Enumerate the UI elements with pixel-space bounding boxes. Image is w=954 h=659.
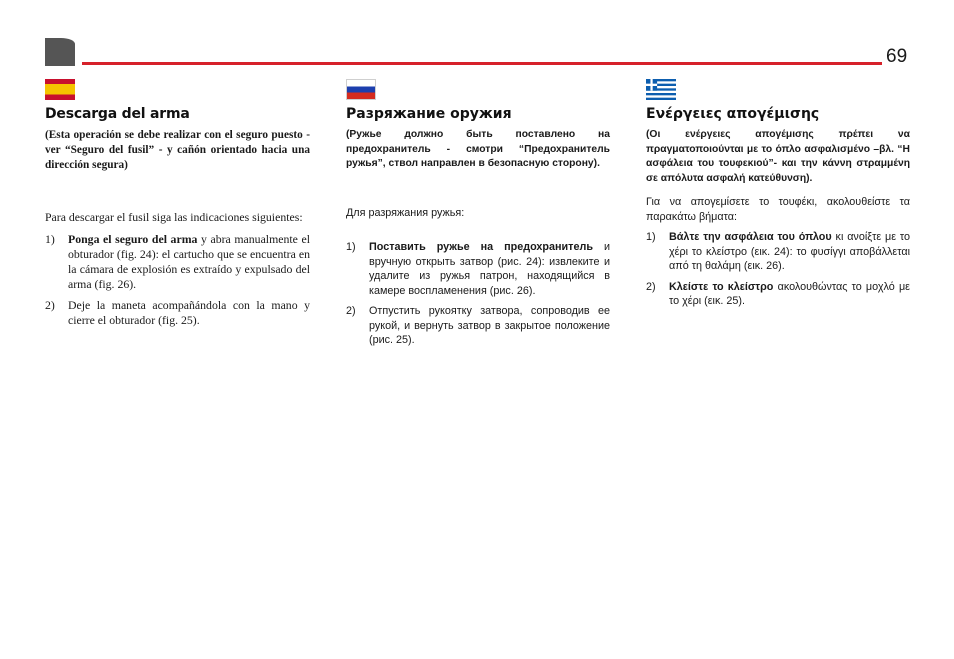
step-number: 2) (45, 298, 55, 312)
page-number: 69 (886, 46, 908, 67)
intro-text: Για να απογεμίσετε το τουφέκι, ακολουθείστε τα παρακάτω βήματα: (646, 196, 910, 223)
step-number: 1) (45, 232, 55, 246)
step-text (369, 304, 610, 348)
list-item (346, 304, 610, 348)
section-title: Разряжание оружия (346, 106, 512, 122)
step-text (669, 280, 910, 309)
step-description: Deje la maneta acompañándola con la mano y cierre el obturador (fig. 25). (68, 298, 310, 327)
step-description: κι ανοίξτε με το χέρι το κλείστρο (εικ. 24): το φυσίγγι αποβάλλεται από τη θαλάμη (εικ. 26). (669, 231, 911, 272)
step-text (68, 232, 310, 292)
safety-note: (Esta operación se debe realizar con el seguro puesto - ver “Seguro del fusil” - y cañón orientado hacia una dirección segura) (45, 129, 310, 171)
steps-list (346, 240, 610, 348)
list-item (45, 298, 310, 328)
greece-flag-icon (646, 79, 676, 100)
intro-text: Для разряжания ружья: (346, 206, 465, 219)
step-number: 2) (346, 305, 356, 317)
step-text (669, 230, 910, 274)
step-description: ακολουθώντας το μοχλό με το χέρι (εικ. 25). (669, 280, 910, 307)
steps-list (45, 232, 310, 328)
step-text (369, 240, 610, 298)
russia-flag-icon (346, 79, 376, 100)
step-number: 2) (646, 280, 656, 293)
step-text (68, 298, 310, 328)
column-spanish (45, 106, 310, 334)
step-emphasis: Βάλτε την ασφάλεια του όπλου (669, 231, 832, 243)
list-item (346, 240, 610, 298)
column-greek (646, 106, 910, 315)
section-title: Ενέργειες απογέμισης (646, 106, 820, 122)
step-description: Отпустить рукоятку затвора, сопроводив ее рукой, и вернуть затвор в закрытое положение (рис. 25). (369, 305, 610, 346)
steps-list (646, 230, 910, 309)
section-title: Descarga del arma (45, 106, 190, 122)
list-item (45, 232, 310, 292)
step-emphasis: Ponga el seguro del arma (68, 232, 198, 246)
spain-flag-icon (45, 79, 75, 100)
step-description: и вручную открыть затвор (рис. 24): извлеките и удалите из ружья патрон, находящийся в камере воспламенения (рис. 26). (369, 241, 610, 297)
intro-text: Para descargar el fusil siga las indicaciones siguientes: (45, 210, 303, 224)
step-emphasis: Поставить ружье на предохранитель (369, 241, 593, 253)
column-russian (346, 106, 610, 354)
step-number: 1) (646, 231, 656, 243)
list-item (646, 230, 910, 274)
safety-note: (Οι ενέργειες απογέμισης πρέπει να πραγματοποιούνται με το όπλο ασφαλισμένο –βλ. “Η ασφάλεια του τουφεκιού”- και την κάννη στραμμένη σε απόλυτα ασφαλή κατεύθυνση). (646, 129, 910, 184)
list-item (646, 280, 910, 309)
step-number: 1) (346, 241, 356, 253)
header-rule (82, 62, 882, 65)
section-tab-marker (45, 38, 75, 66)
safety-note: (Ружье должно быть поставлено на предохранитель - смотри “Предохранитель ружья”, ствол направлен в безопасную сторону). (346, 129, 610, 169)
step-emphasis: Κλείστε το κλείστρο (669, 280, 774, 293)
step-description: y abra manualmente el obturador (fig. 24): el cartucho que se encuentra en la cámara de explosión es extraído y expulsado del arma (fig. 26). (68, 232, 310, 291)
